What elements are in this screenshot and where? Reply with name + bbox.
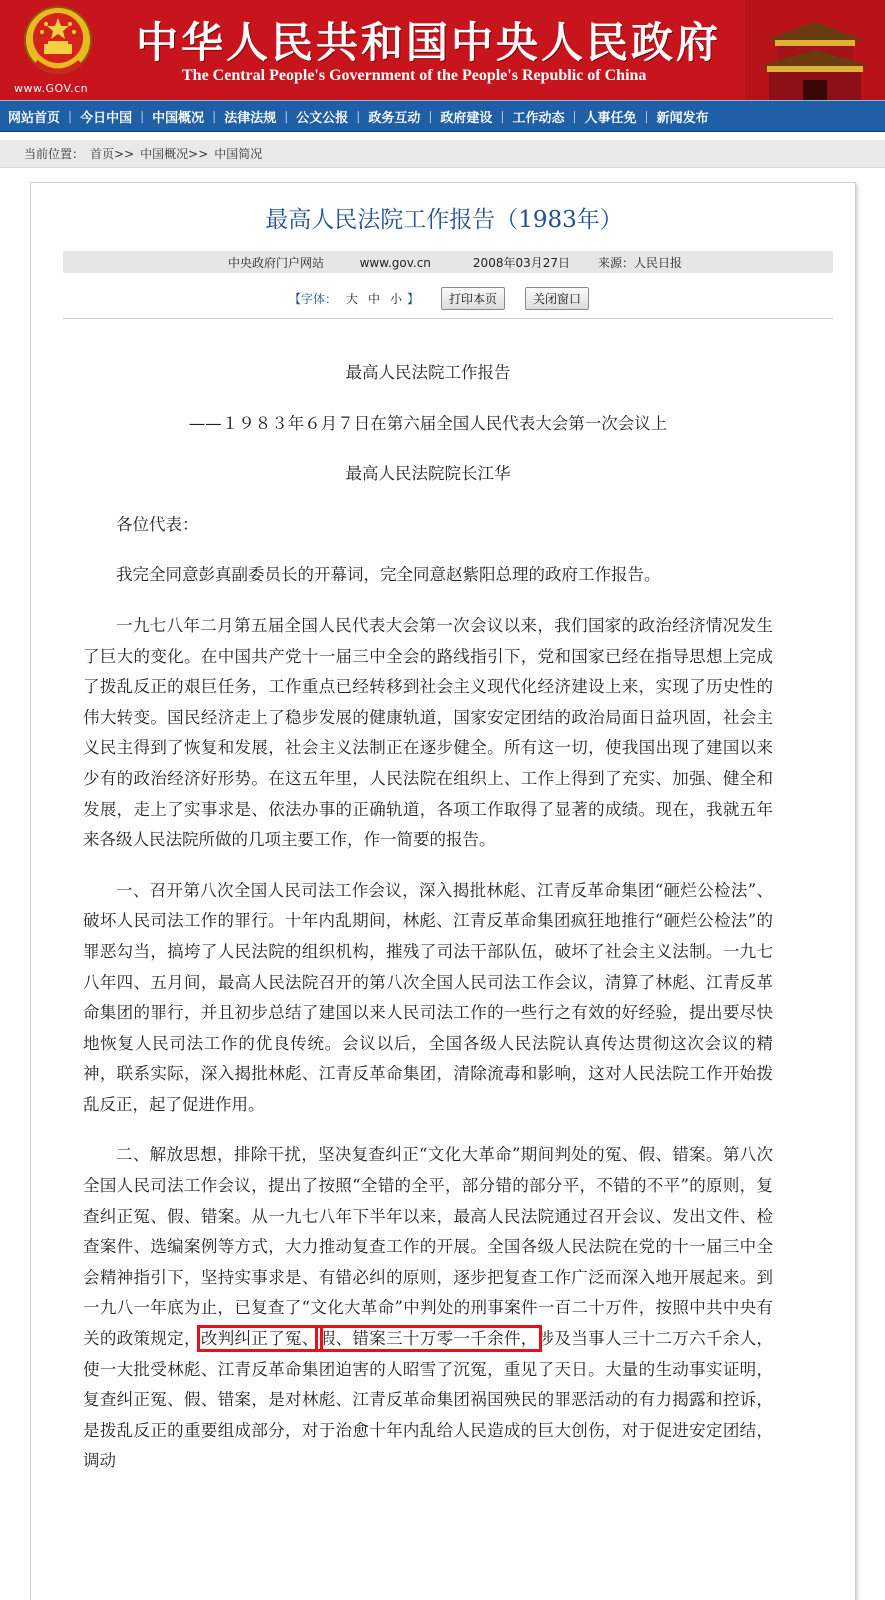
site-header-banner [0,0,885,100]
article-container [30,182,856,1600]
highlight-box-line-2: 假、错案三十万零一千余件， [318,1329,538,1349]
font-size-large[interactable]: 大 [345,292,358,306]
article-title: 最高人民法院工作报告（1983年） [265,207,623,233]
print-button[interactable]: 打印本页 [441,287,505,310]
content-divider [63,318,833,319]
paragraph-2: 一九七八年二月第五届全国人民代表大会第一次会议以来，我们国家的政治经济情况发生了巨大的变化。在中国共产党十一届三中全会的路线指引下，党和国家已经在指导思想上完成了拨乱反正的艰巨任务，工作重点已经转移到社会主义现代化经济建设上来，实现了历史性的伟大转变。国民经济走上了稳步发展的健康轨道，国家安定团结的政治局面日益巩固，社会主义民主得到了恢复和发展，社会主义法制正在逐步健全。所有这一切，使我国出现了建国以来少有的政治经济好形势。在这五年里，人民法院在组织上、工作上得到了充实、加强、健全和发展，走上了实事求是、依法办事的正确轨道，各项工作取得了显著的成绩。现在，我就五年来各级人民法院所做的几项主要工作，作一简要的报告。 [83,615,773,850]
paragraph-1: 我完全同意彭真副委员长的开幕词，完全同意赵紫阳总理的政府工作报告。 [116,565,661,585]
paragraph-4 [83,1140,773,1477]
font-size-label: 【字体： [288,292,337,306]
tiananmen-tower-icon [745,0,885,100]
breadcrumb-home[interactable]: 首页>> [90,147,135,161]
breadcrumb-china-overview[interactable]: 中国概况>> [140,147,209,161]
site-title-english: The Central People's Government of the People's Republic of China [182,67,647,84]
nav-item-laws[interactable]: 法律法规 [224,110,277,126]
nav-separator: | [644,109,649,123]
nav-item-interaction[interactable]: 政务互动 [368,110,421,126]
nav-item-home[interactable]: 网站首页 [8,110,61,126]
site-url-label: www.GOV.cn [14,82,89,95]
breadcrumb-china-brief[interactable]: 中国简况 [214,147,263,161]
nav-item-documents[interactable]: 公文公报 [296,110,349,126]
meta-site-name: 中央政府门户网站 www.gov.cn [227,255,431,270]
nav-separator: | [284,109,289,123]
nav-separator: | [356,109,361,123]
article-tools [31,287,857,310]
font-size-medium[interactable]: 中 [367,292,380,306]
report-greeting: 各位代表： [116,514,199,534]
report-subheading: ——１９８３年６月７日在第六届全国人民代表大会第一次会议上 [188,413,668,433]
nav-separator: | [140,109,145,123]
nav-item-today-china[interactable]: 今日中国 [80,110,133,126]
nav-separator: | [68,109,73,123]
nav-separator: | [428,109,433,123]
article-meta-bar [63,251,833,273]
breadcrumb [0,140,885,168]
meta-source: 来源：人民日报 [598,255,683,270]
font-size-small[interactable]: 小 [389,292,402,306]
paragraph-4-part-a: 二、解放思想，排除干扰，坚决复查纠正“文化大革命”期间判处的冤、假、错案。第八次全国人民司法工作会议，提出了按照“全错的全平，部分错的部分平，不错的不平”的原则，复查纠正冤、假、错案。从一九七八年下半年以来，最高人民法院通过召开会议、发出文件、检查案件、选编案例等方式，大力推动复查工作的开展。全国各级人民法院在党的十一届三中全会精神指引下，坚持实事求是、有错必纠的原则，逐步把复查工作广泛而深入地开展起来。到一九八一年底为止，已复查了“文化大革命”中判处的刑事案件一百二十万件，按照中共中央有关的政策规定， [83,1145,773,1349]
close-window-button[interactable]: 关闭窗口 [525,287,589,310]
nav-separator: | [212,109,217,123]
article-body [83,358,773,1497]
nav-separator: | [500,109,505,123]
meta-site-url: www.gov.cn [359,255,431,270]
font-size-bracket: 】 [407,292,420,306]
report-author: 最高人民法院院长江华 [345,464,511,484]
breadcrumb-label: 当前位置： [24,147,85,161]
national-emblem-icon [22,4,94,82]
highlight-box-line-1: 改判纠正了冤、 [200,1329,319,1349]
meta-date: 2008年03月27日 [472,255,571,270]
report-heading: 最高人民法院工作报告 [345,363,511,382]
nav-item-appointments[interactable]: 人事任免 [584,110,637,126]
nav-item-gov-building[interactable]: 政府建设 [440,110,493,126]
main-navigation [0,100,885,132]
nav-item-china-overview[interactable]: 中国概况 [152,110,205,126]
nav-separator: | [572,109,577,123]
paragraph-4-part-b: 涉及当事人三十二万六千余人，使一大批受林彪、江青反革命集团迫害的人昭雪了沉冤，重见了天日。大量的生动事实证明，复查纠正冤、假、错案，是对林彪、江青反革命集团祸国殃民的罪恶活动的有力揭露和控诉，是拨乱反正的重要组成部分，对于治愈十年内乱给人民造成的巨大创伤，对于促进安定团结，调动 [83,1329,774,1471]
nav-item-press-release[interactable]: 新闻发布 [656,110,709,126]
site-title-chinese: 中华人民共和国中央人民政府 [136,18,722,67]
paragraph-3: 一、召开第八次全国人民司法工作会议，深入揭批林彪、江青反革命集团“砸烂公检法”、破坏人民司法工作的罪行。十年内乱期间，林彪、江青反革命集团疯狂地推行“砸烂公检法”的罪恶勾当，搞垮了人民法院的组织机构，摧残了司法干部队伍，破坏了社会主义法制。一九七八年四、五月间，最高人民法院召开的第八次全国人民司法工作会议，清算了林彪、江青反革命集团的罪行，并且初步总结了建国以来人民司法工作的一些行之有效的好经验，提出要尽快地恢复人民司法工作的优良传统。会议以后，全国各级人民法院认真传达贯彻这次会议的精神，联系实际，深入揭批林彪、江青反革命集团，清除流毒和影响，这对人民法院工作开始拨乱反正，起了促进作用。 [83,880,773,1114]
nav-item-work-news[interactable]: 工作动态 [512,110,565,126]
